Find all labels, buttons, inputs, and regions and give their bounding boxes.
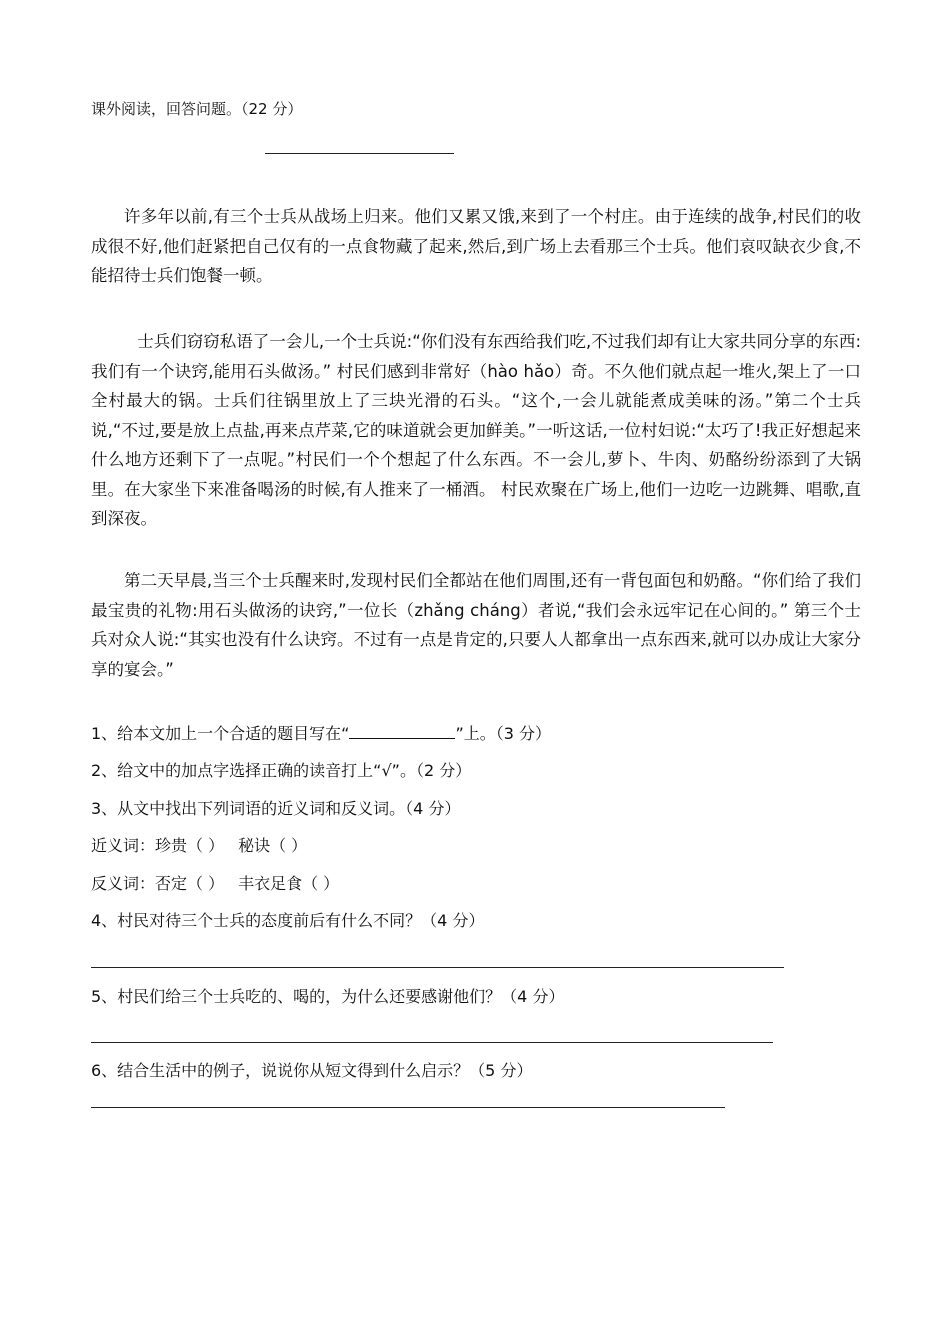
passage-paragraph-1: 许多年以前,有三个士兵从战场上归来。他们又累又饿,来到了一个村庄。由于连续的战争,村民们的收成很不好,他们赶紧把自己仅有的一点食物藏了起来,然后,到广场上去看那三个士兵。他们哀叹缺衣少食,不能招待士兵们饱餐一顿。 [91,207,861,285]
question-5: 5、村民们给三个士兵吃的、喝的，为什么还要感谢他们？（4 分） [91,987,565,1006]
question-2: 2、给文中的加点字选择正确的读音打上“√”。（2 分） [91,761,472,780]
answer-line-5[interactable] [91,1042,773,1043]
synonym-item-secret[interactable]: 秘诀（ ） [238,836,308,855]
question-1-prefix: 1、给本文加上一个合适的题目写在“ [91,724,350,743]
synonym-item-precious[interactable]: 近义词：珍贵（ ） [91,836,225,855]
antonym-item-deny[interactable]: 反义词：否定（ ） [91,874,225,893]
question-1-suffix: ”上。（3 分） [455,724,552,743]
passage-paragraph-2: 士兵们窃窃私语了一会儿,一个士兵说:“你们没有东西给我们吃,不过我们却有让大家共同分享的东西:我们有一个诀窍,能用石头做汤。” 村民们感到非常好（hào hǎo）奇。不久他们就点起一堆火,架上了一口全村最大的锅。士兵们往锅里放上了三块光滑的石头。“这个,一会儿就能煮成美味的汤。”第二个士兵说,“不过,要是放上点盐,再来点芹菜,它的味道就会更加鲜美。”一听这话,一位村妇说:“太巧了!我正好想起来什么地方还剩下了一点呢。”村民们一个个想起了什么东西。不一会儿,萝卜、牛肉、奶酪纷纷添到了大锅里。在大家坐下来准备喝汤的时候,有人推来了一桶酒。 村民欢聚在广场上,他们一边吃一边跳舞、唱歌,直到深夜。 [91,332,861,528]
antonym-item-plenty[interactable]: 丰衣足食（ ） [238,874,340,893]
synonym-row [91,833,307,859]
question-1 [91,721,551,747]
answer-line-6[interactable] [91,1107,725,1108]
answer-line-4[interactable] [91,967,784,968]
question-3: 3、从文中找出下列词语的近义词和反义词。（4 分） [91,799,461,818]
passage-paragraph-3: 第二天早晨,当三个士兵醒来时,发现村民们全都站在他们周围,还有一背包面包和奶酪。“你们给了我们最宝贵的礼物:用石头做汤的诀窍,”一位长（zhǎng cháng）者说,“我们会永远牢记在心间的。” 第三个士兵对众人说:“其实也没有什么诀窍。不过有一点是肯定的,只要人人都拿出一点东西来,就可以办成让大家分享的宴会。” [91,571,861,679]
title-blank-line[interactable] [265,153,454,154]
question-6: 6、结合生活中的例子，说说你从短文得到什么启示？（5 分） [91,1061,533,1080]
question-4: 4、村民对待三个士兵的态度前后有什么不同？（4 分） [91,911,485,930]
question-1-title-blank[interactable] [349,722,455,739]
antonym-row [91,871,339,897]
section-heading: 课外阅读，回答问题。（22 分） [91,100,303,118]
